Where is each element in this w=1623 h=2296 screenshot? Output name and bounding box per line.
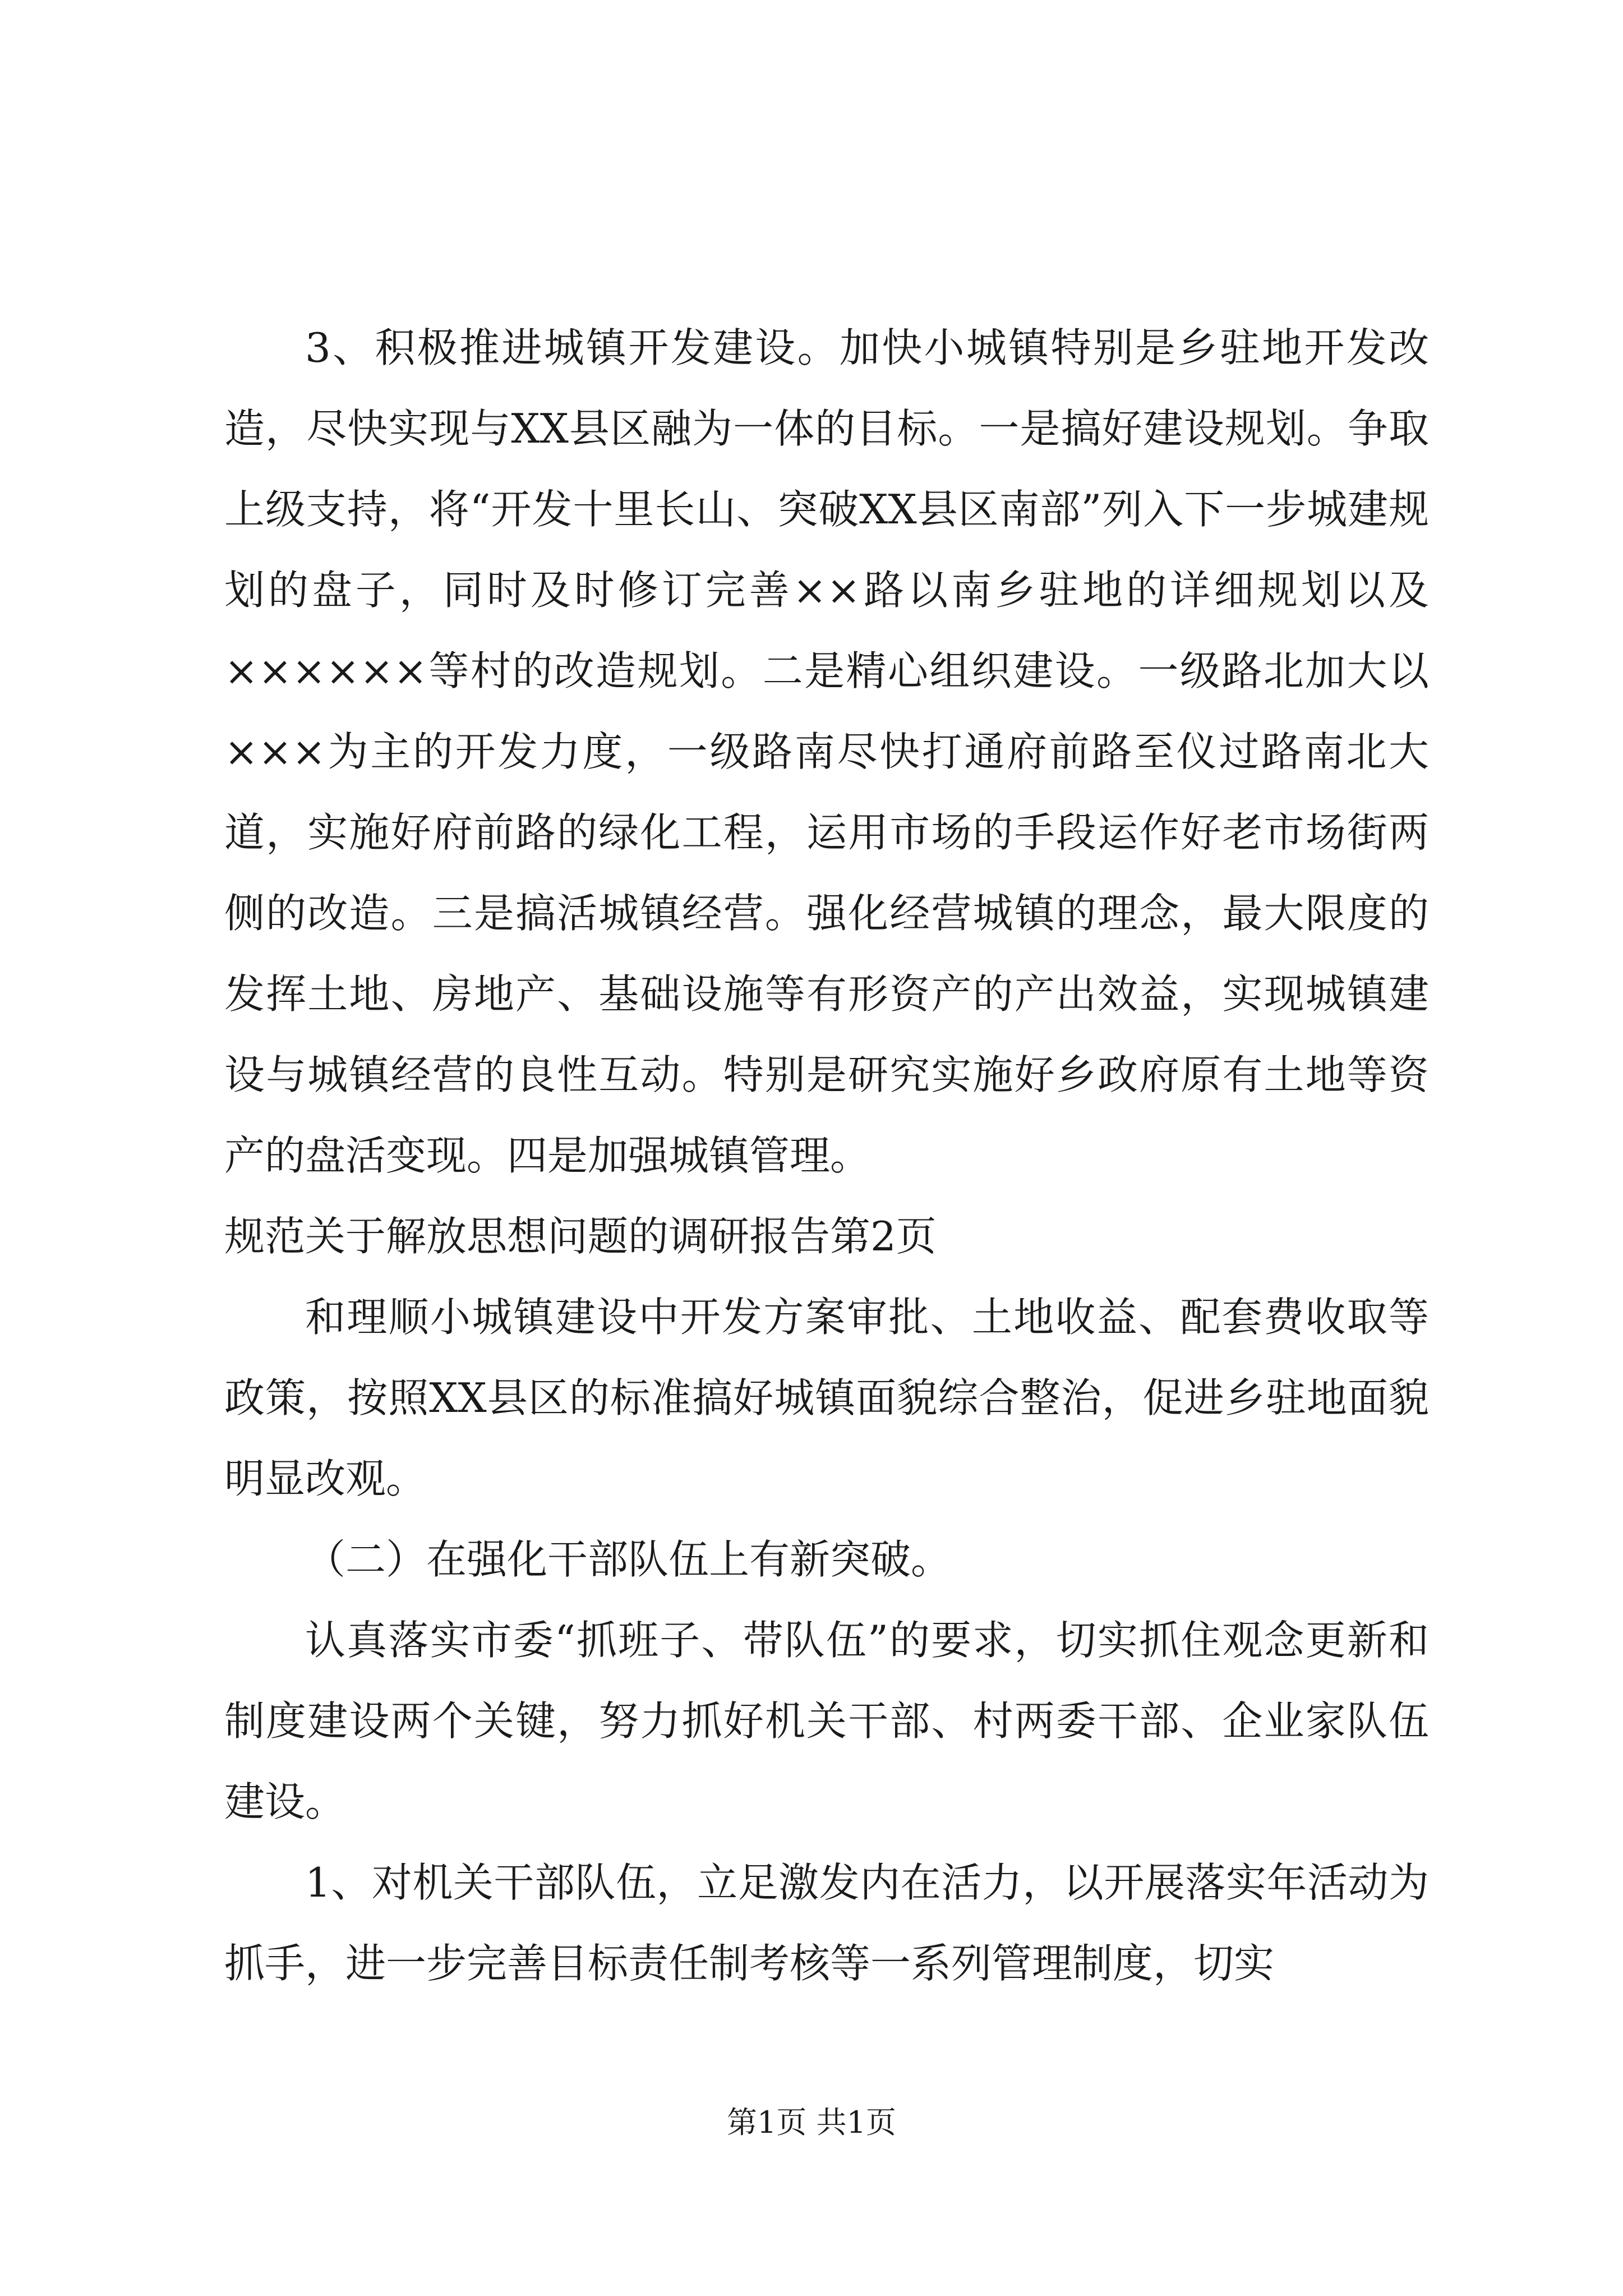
page-footer: 第1页 共1页 <box>727 2105 896 2140</box>
page-continuation-title: 规范关于解放思想问题的调研报告第2页 <box>224 1213 937 1260</box>
document-body <box>224 307 1429 2004</box>
paragraph-cadre-team-intro: 认真落实市委“抓班子、带队伍”的要求，切实抓住观念更新和制度建设两个关键，努力抓好机关干部、村两委干部、企业家队伍建设。 <box>224 1617 1429 1825</box>
paragraph-policy-standardization: 和理顺小城镇建设中开发方案审批、土地收益、配套费收取等政策，按照XX县区的标准搞好城镇面貌综合整治，促进乡驻地面貌明显改观。 <box>224 1294 1429 1502</box>
paragraph-urban-development: 3、积极推进城镇开发建设。加快小城镇特别是乡驻地开发改造，尽快实现与XX县区融为一体的目标。一是搞好建设规划。争取上级支持，将“开发十里长山、突破XX县区南部”列入下一步城建规划的盘子，同时及时修订完善××路以南乡驻地的详细规划以及××××××等村的改造规划。二是精心组织建设。一级路北加大以×××为主的开发力度，一级路南尽快打通府前路至仪过路南北大道，实施好府前路的绿化工程，运用市场的手段运作好老市场街两侧的改造。三是搞活城镇经营。强化经营城镇的理念，最大限度的发挥土地、房地产、基础设施等有形资产的产出效益，实现城镇建设与城镇经营的良性互动。特别是研究实施好乡政府原有土地等资产的盘活变现。四是加强城镇管理。 <box>224 324 1429 1179</box>
paragraph-agency-cadres: 1、对机关干部队伍，立足激发内在活力，以开展落实年活动为抓手，进一步完善目标责任制考核等一系列管理制度，切实 <box>224 1859 1429 1987</box>
section-heading-cadre-team: （二）在强化干部队伍上有新突破。 <box>305 1536 952 1583</box>
